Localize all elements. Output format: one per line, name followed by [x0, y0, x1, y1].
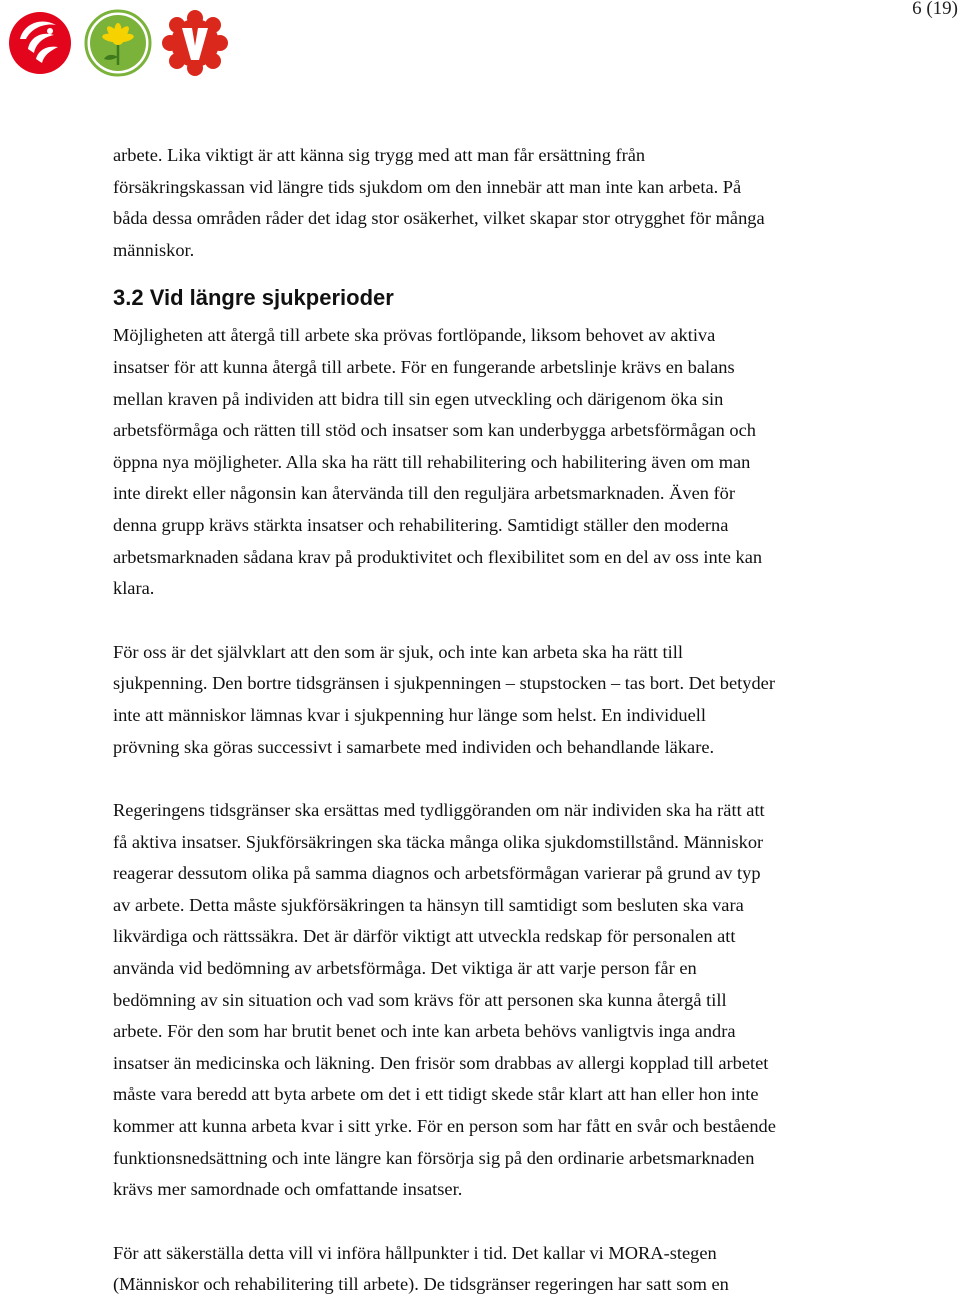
text-line: funktionsnedsättning och inte längre kan försörja sig på den ordinarie arbetsmarknaden — [113, 1147, 755, 1168]
text-line: båda dessa områden råder det idag stor osäkerhet, vilket skapar stor otrygghet för många — [113, 208, 765, 229]
text-line: arbete. Lika viktigt är att känna sig trygg med att man får ersättning från — [113, 145, 646, 165]
paragraph-rehabilitation — [113, 320, 858, 604]
text-line: inte att människor lämnas kvar i sjukpenning hur länge som helst. En individuell — [113, 704, 706, 725]
text-line: människor. — [113, 239, 195, 260]
paragraph-spacer — [113, 1206, 858, 1238]
section-heading: 3.2 Vid längre sjukperioder — [113, 285, 394, 311]
text-line: mellan kraven på individen att bidra till sin egen utveckling och därigenom öka sin — [113, 388, 724, 409]
text-line: sjukpenning. Den bortre tidsgränsen i sjukpenningen – stupstocken – tas bort. Det betyder — [113, 673, 775, 694]
text-line: Regeringens tidsgränser ska ersättas med tydliggöranden om när individen ska ha rätt att — [113, 800, 765, 821]
party-logos — [6, 8, 228, 78]
dandelion-icon — [82, 9, 154, 77]
text-line: av arbete. Detta måste sjukförsäkringen ta hänsyn till samtidigt som besluten ska vara — [113, 894, 744, 915]
document-body — [113, 140, 858, 1301]
text-line: använda vid bedömning av arbetsförmåga. Det viktiga är att varje person får en — [113, 958, 697, 979]
text-line: insatser än medicinska och läkning. Den frisör som drabbas av allergi kopplad till arbetet — [113, 1052, 769, 1073]
paragraph-spacer — [113, 605, 858, 637]
text-line: Möjligheten att återgå till arbete ska prövas fortlöpande, liksom behovet av aktiva — [113, 325, 716, 346]
text-line: reagerar dessutom olika på samma diagnos och arbetsförmågan varierar på grund av typ — [113, 863, 761, 884]
text-line: öppna nya möjligheter. Alla ska ha rätt till rehabilitering och habilitering även om man — [113, 451, 751, 472]
text-line: likvärdiga och rättssäkra. Det är därför viktigt att utveckla redskap för personalen att — [113, 926, 736, 947]
paragraph-mora-steps — [113, 1238, 858, 1301]
text-line: klara. — [113, 578, 155, 599]
text-line: arbetsförmåga och rätten till stöd och insatser som kan underbygga arbetsförmågan och — [113, 420, 756, 441]
paragraph-intro-continued — [113, 140, 858, 266]
text-line: få aktiva insatser. Sjukförsäkringen ska täcka många olika sjukdomstillstånd. Människor — [113, 831, 764, 852]
page-number: 6 (19) — [912, 0, 958, 19]
text-line: prövning ska göras successivt i samarbete med individen och behandlande läkare. — [113, 736, 715, 757]
text-line: måste vara beredd att byta arbete om det i ett tidigt skede står klart att han eller hon inte — [113, 1084, 759, 1105]
paragraph-sick-pay — [113, 637, 858, 763]
text-line: kommer att kunna arbeta kvar i sitt yrke. För en person som har fått en svår och bestående — [113, 1116, 776, 1137]
text-line: arbetsmarknaden sådana krav på produktivitet och flexibilitet som en del av oss inte kan — [113, 546, 763, 567]
paragraph-time-limits — [113, 795, 858, 1206]
text-line: För att säkerställa detta vill vi införa hållpunkter i tid. Det kallar vi MORA-stegen — [113, 1242, 717, 1263]
text-line: bedömning av sin situation och vad som krävs för att personen ska kunna återgå till — [113, 989, 727, 1010]
text-line: För oss är det självklart att den som är sjuk, och inte kan arbeta ska ha rätt till — [113, 641, 683, 662]
text-line: försäkringskassan vid längre tids sjukdom om den innebär att man inte kan arbeta. På — [113, 176, 742, 197]
text-line: (Människor och rehabilitering till arbete). De tidsgränser regeringen har satt som en — [113, 1274, 729, 1295]
text-line: arbete. För den som har brutit benet och inte kan arbeta behövs vanligtvis inga andra — [113, 1021, 736, 1042]
paragraph-spacer — [113, 763, 858, 795]
rose-icon — [6, 9, 74, 77]
text-line: insatser för att kunna återgå till arbete. För en fungerande arbetslinje krävs en balans — [113, 356, 735, 377]
v-flower-icon — [162, 10, 228, 76]
text-line: krävs mer samordnade och omfattande insatser. — [113, 1179, 463, 1200]
text-line: denna grupp krävs stärkta insatser och rehabilitering. Samtidigt ställer den moderna — [113, 514, 729, 535]
text-line: inte direkt eller någonsin kan återvända till den reguljära arbetsmarknaden. Även för — [113, 483, 735, 504]
